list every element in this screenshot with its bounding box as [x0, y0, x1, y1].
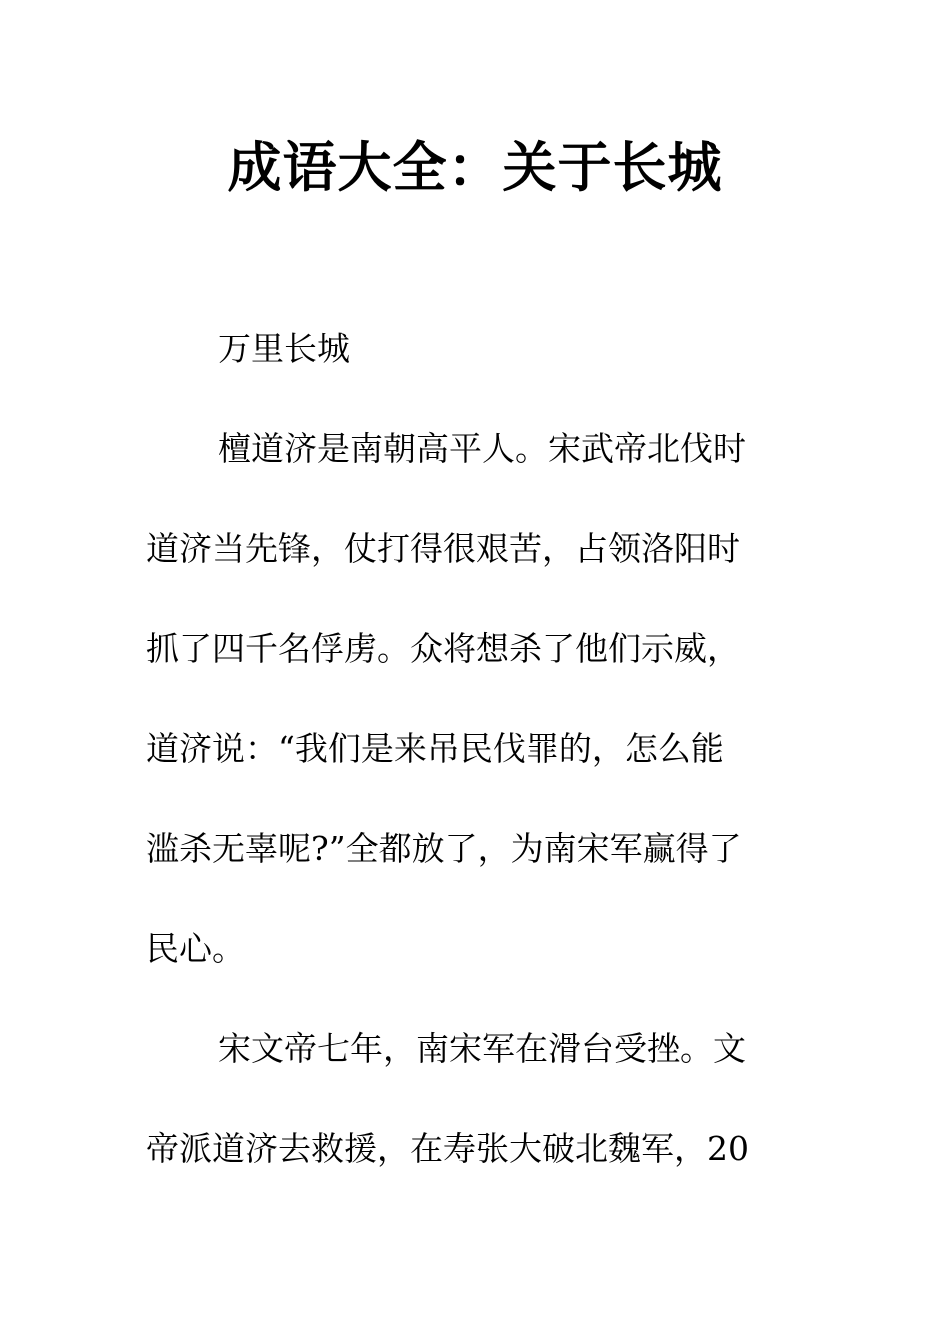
paragraph-2-line-2: 道济当先锋，仗打得很艰苦，占领洛阳时	[146, 529, 740, 568]
paragraph-2-line-5: 滥杀无辜呢?”全都放了，为南宋军赢得了	[146, 829, 742, 868]
paragraph-2-line-3: 抓了四千名俘虏。众将想杀了他们示威，	[146, 629, 740, 668]
paragraph-3-line-1: 宋文帝七年，南宋军在滑台受挫。文	[218, 1029, 746, 1068]
paragraph-2-line-1: 檀道济是南朝高平人。宋武帝北伐时	[218, 429, 746, 468]
document-body	[146, 299, 806, 1199]
paragraph-1-line-1: 万里长城	[218, 329, 350, 368]
paragraph-2-line-4: 道济说：“我们是来吊民伐罪的，怎么能	[146, 729, 724, 768]
paragraph-2-line-6: 民心。	[146, 929, 245, 968]
page-title: 成语大全：关于长城	[227, 136, 723, 199]
paragraph-3-line-2: 帝派道济去救援，在寿张大破北魏军，20	[146, 1129, 749, 1168]
